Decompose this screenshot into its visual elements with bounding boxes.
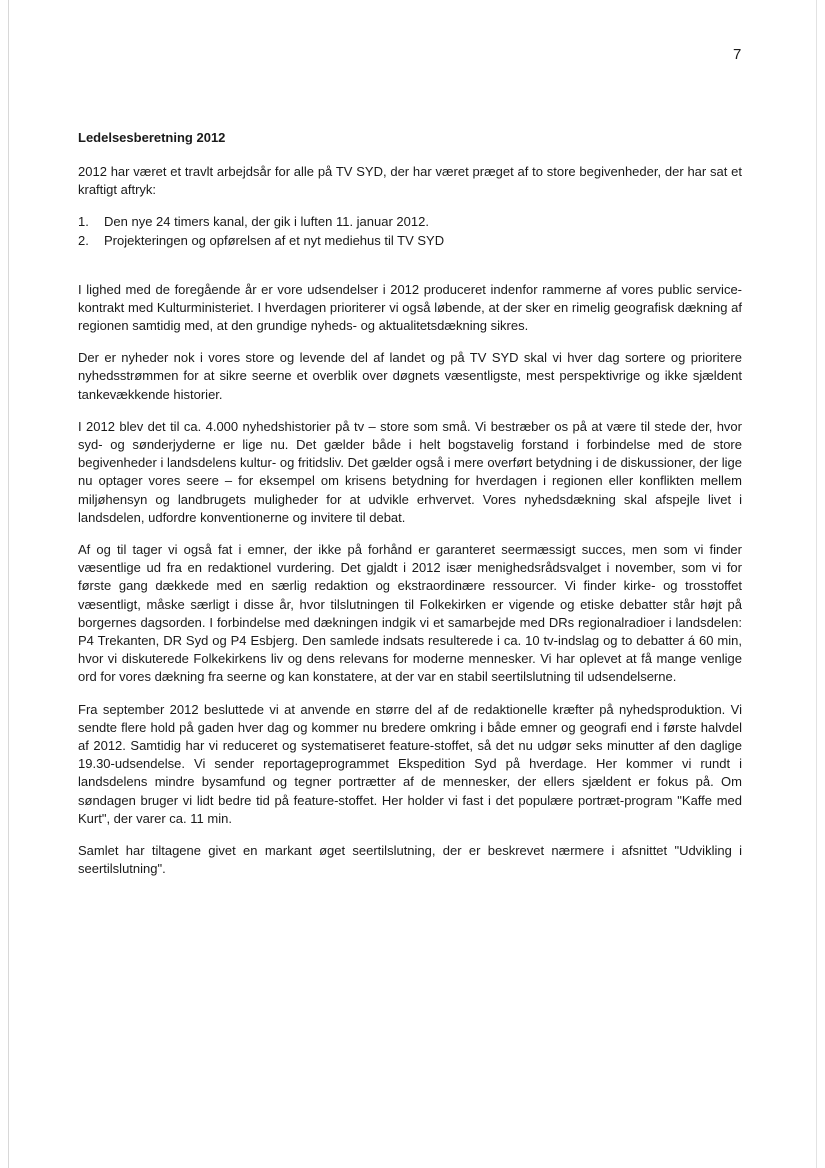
list-item: [78, 213, 742, 232]
paragraph-public-service: I lighed med de foregående år er vore udsendelser i 2012 produceret indenfor rammerne af vores public service-kontrakt med Kulturministeriet. I hverdagen prioriterer vi også løbende, at der sker en rimelig geografisk dækning af regionen samtidig med, at den grundige nyheds- og aktualitetsdækning sikres.: [78, 281, 742, 333]
paragraph-news-priorities: Der er nyheder nok i vores store og levende del af landet og på TV SYD skal vi hver dag sortere og prioritere nyhedsstrømmen for at sikre seerne et overblik over døgnets væsentligste, mest perspektivrige og ikke sjældent tankevækkende historier.: [78, 350, 742, 402]
report-body: [78, 130, 742, 892]
scan-edge-right: [816, 0, 817, 1168]
intro-paragraph: 2012 har været et travlt arbejdsår for alle på TV SYD, der har været præget af to store begivenheder, der har sat et kraftigt aftryk:: [78, 164, 742, 198]
list-item-number: 2.: [78, 233, 89, 248]
list-item-text: Projekteringen og opførelsen af et nyt mediehus til TV SYD: [104, 233, 445, 248]
numbered-list: [78, 213, 742, 250]
paragraph-church-coverage: Af og til tager vi også fat i emner, der ikke på forhånd er garanteret seermæssigt succes, men som vi finder væsentlige ud fra en redaktionel vurdering. Det gjaldt i 2012 især menighedsrådsvalget i november, som vi for første gang dækkede med en særlig redaktion og ekstraordinære ressourcer. Vi finder kirke- og trosstoffet væsentligt, måske særligt i disse år, hvor tilslutningen til Folkekirken er vigende og etiske debatter står højt på borgernes dagsorden. I forbindelse med dækningen indgik vi et samarbejde med DRs regionalradioer i landsdelen: P4 Trekanten, DR Syd og P4 Esbjerg. Den samlede indsats resulterede i ca. 10 tv-indslag og to debatter á 60 min, hvor vi diskuterede Folkekirkens liv og dens relevans for moderne mennesker. Vi har oplevet at få mange venlige ord for vores dækning fra seerne og kan konstatere, at der var en stabil seertilslutning til udsendelserne.: [78, 542, 742, 685]
paragraph-viewership: Samlet har tiltagene givet en markant øget seertilslutning, der er beskrevet nærmere i afsnittet "Udvikling i seertilslutning".: [78, 843, 742, 877]
list-item-text: Den nye 24 timers kanal, der gik i luften 11. januar 2012.: [104, 214, 429, 230]
list-item: [78, 232, 742, 251]
paragraph-news-stories: I 2012 blev det til ca. 4.000 nyhedshistorier på tv – store som små. Vi bestræber os på at være til stede der, hvor syd- og sønderjyderne er lige nu. Det gælder både i helt bogstavelig forstand i forbindelse med de store begivenheder i landsdelens kultur- og fritidsliv. Det gælder også i mere overført betydning i de diskussioner, der lige nu optager vores seere – for eksempel om krisens betydning for hverdagen i regionen eller konflikten mellem miljøhensyn og landbrugets muligheder for at udvikle erhvervet. Vores nyhedsdækning skal afspejle livet i landsdelen, udfordre konventionerne og invitere til debat.: [78, 418, 742, 525]
paragraph-news-production: Fra september 2012 besluttede vi at anvende en større del af de redaktionelle kræfter på nyhedsproduktion. Vi sendte flere hold på gaden hver dag og kommer nu bredere omkring i både emner og geografi end i første halvdel af 2012. Samtidig har vi reduceret og systematiseret feature-stoffet, så det nu udgør seks minutter af den daglige 19.30-udsendelse. Vi sender reportageprogrammet Ekspedition Syd på hverdage. Her kommer vi rundt i landsdelens mindre bysamfund og tegner portrætter af de mennesker, der ellers sjældent er fokus på. Om søndagen bruger vi lidt bedre tid på feature-stoffet. Her holder vi fast i det populære portræt-program "Kaffe med Kurt", der varer ca. 11 min.: [78, 701, 742, 826]
page-number: 7: [733, 46, 742, 63]
section-title: Ledelsesberetning 2012: [78, 130, 226, 145]
scan-edge-left: [8, 0, 9, 1168]
list-item-number: 1.: [78, 214, 89, 230]
